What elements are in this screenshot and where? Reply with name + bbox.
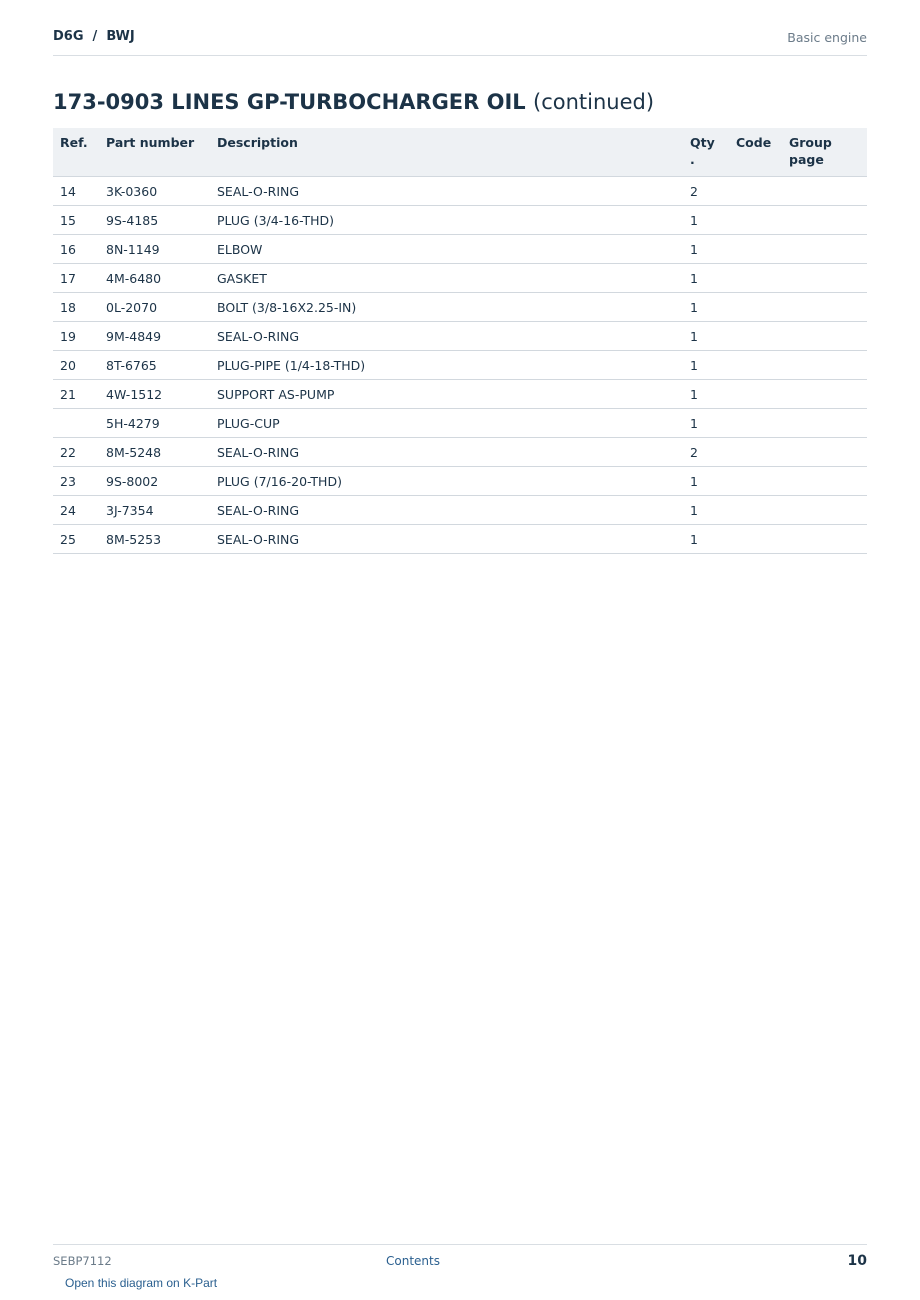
column-header-group-page: Group page xyxy=(782,128,867,177)
group-page-cell xyxy=(782,351,867,380)
part-number-cell: 3J-7354 xyxy=(99,496,210,525)
table-row xyxy=(53,293,867,322)
ref-cell: 25 xyxy=(53,525,99,554)
description-cell: SEAL-O-RING xyxy=(210,525,683,554)
qty-cell: 1 xyxy=(683,525,729,554)
code-cell xyxy=(729,409,782,438)
column-header-description: Description xyxy=(210,128,683,177)
ref-cell: 22 xyxy=(53,438,99,467)
code-cell xyxy=(729,264,782,293)
group-page-cell xyxy=(782,177,867,206)
group-page-cell xyxy=(782,235,867,264)
description-cell: PLUG (3/4-16-THD) xyxy=(210,206,683,235)
group-page-cell xyxy=(782,496,867,525)
part-number-cell: 8N-1149 xyxy=(99,235,210,264)
description-cell: GASKET xyxy=(210,264,683,293)
ref-cell: 15 xyxy=(53,206,99,235)
ref-cell: 19 xyxy=(53,322,99,351)
qty-cell: 1 xyxy=(683,264,729,293)
column-header-ref: Ref. xyxy=(53,128,99,177)
ref-cell: 18 xyxy=(53,293,99,322)
group-page-cell xyxy=(782,409,867,438)
title-main: 173-0903 LINES GP-TURBOCHARGER OIL xyxy=(53,90,526,114)
description-cell: ELBOW xyxy=(210,235,683,264)
group-page-cell xyxy=(782,380,867,409)
description-cell: PLUG-PIPE (1/4-18-THD) xyxy=(210,351,683,380)
model-label: D6G / BWJ xyxy=(53,29,135,44)
code-cell xyxy=(729,177,782,206)
group-page-cell xyxy=(782,322,867,351)
open-kpart-link[interactable]: Open this diagram on K-Part xyxy=(65,1276,218,1290)
table-row xyxy=(53,467,867,496)
description-cell: SEAL-O-RING xyxy=(210,177,683,206)
ref-cell: 23 xyxy=(53,467,99,496)
ref-cell: 16 xyxy=(53,235,99,264)
description-cell: PLUG (7/16-20-THD) xyxy=(210,467,683,496)
code-cell xyxy=(729,380,782,409)
part-number-cell: 4M-6480 xyxy=(99,264,210,293)
description-cell: SUPPORT AS-PUMP xyxy=(210,380,683,409)
part-number-cell: 0L-2070 xyxy=(99,293,210,322)
group-page-cell xyxy=(782,264,867,293)
table-row xyxy=(53,206,867,235)
part-number-cell: 8T-6765 xyxy=(99,351,210,380)
parts-table-body xyxy=(53,177,867,554)
column-header-qty: Qty . xyxy=(683,128,729,177)
qty-cell: 1 xyxy=(683,322,729,351)
table-row xyxy=(53,438,867,467)
group-page-cell xyxy=(782,206,867,235)
code-cell xyxy=(729,206,782,235)
qty-cell: 1 xyxy=(683,380,729,409)
ref-cell xyxy=(53,409,99,438)
qty-cell: 1 xyxy=(683,351,729,380)
part-number-cell: 5H-4279 xyxy=(99,409,210,438)
code-cell xyxy=(729,496,782,525)
code-cell xyxy=(729,467,782,496)
part-number-cell: 9S-4185 xyxy=(99,206,210,235)
group-page-cell xyxy=(782,293,867,322)
column-header-code: Code xyxy=(729,128,782,177)
qty-cell: 2 xyxy=(683,438,729,467)
table-row xyxy=(53,409,867,438)
part-number-cell: 3K-0360 xyxy=(99,177,210,206)
description-cell: SEAL-O-RING xyxy=(210,496,683,525)
ref-cell: 14 xyxy=(53,177,99,206)
table-row xyxy=(53,380,867,409)
table-header-row xyxy=(53,128,867,177)
page-number: 10 xyxy=(847,1253,867,1269)
title-suffix: (continued) xyxy=(533,90,655,114)
qty-cell: 1 xyxy=(683,206,729,235)
table-row xyxy=(53,351,867,380)
qty-cell: 1 xyxy=(683,235,729,264)
parts-table xyxy=(53,128,867,554)
description-cell: BOLT (3/8-16X2.25-IN) xyxy=(210,293,683,322)
description-cell: SEAL-O-RING xyxy=(210,322,683,351)
ref-cell: 17 xyxy=(53,264,99,293)
code-cell xyxy=(729,322,782,351)
code-cell xyxy=(729,351,782,380)
document-id: SEBP7112 xyxy=(53,1254,112,1268)
table-row xyxy=(53,235,867,264)
part-number-cell: 9M-4849 xyxy=(99,322,210,351)
page-header xyxy=(53,29,867,56)
qty-cell: 2 xyxy=(683,177,729,206)
qty-cell: 1 xyxy=(683,409,729,438)
table-row xyxy=(53,322,867,351)
page-footer xyxy=(53,1244,867,1269)
code-cell xyxy=(729,235,782,264)
column-header-part-number: Part number xyxy=(99,128,210,177)
group-page-cell xyxy=(782,467,867,496)
ref-cell: 24 xyxy=(53,496,99,525)
table-row xyxy=(53,496,867,525)
ref-cell: 21 xyxy=(53,380,99,409)
contents-link[interactable]: Contents xyxy=(386,1254,440,1268)
qty-cell: 1 xyxy=(683,293,729,322)
page-title xyxy=(53,90,654,114)
table-row xyxy=(53,525,867,554)
part-number-cell: 8M-5253 xyxy=(99,525,210,554)
qty-cell: 1 xyxy=(683,467,729,496)
group-page-cell xyxy=(782,525,867,554)
qty-cell: 1 xyxy=(683,496,729,525)
table-row xyxy=(53,177,867,206)
description-cell: SEAL-O-RING xyxy=(210,438,683,467)
section-name: Basic engine xyxy=(787,30,867,45)
code-cell xyxy=(729,293,782,322)
code-cell xyxy=(729,525,782,554)
part-number-cell: 9S-8002 xyxy=(99,467,210,496)
table-row xyxy=(53,264,867,293)
description-cell: PLUG-CUP xyxy=(210,409,683,438)
code-cell xyxy=(729,438,782,467)
part-number-cell: 8M-5248 xyxy=(99,438,210,467)
group-page-cell xyxy=(782,438,867,467)
ref-cell: 20 xyxy=(53,351,99,380)
part-number-cell: 4W-1512 xyxy=(99,380,210,409)
